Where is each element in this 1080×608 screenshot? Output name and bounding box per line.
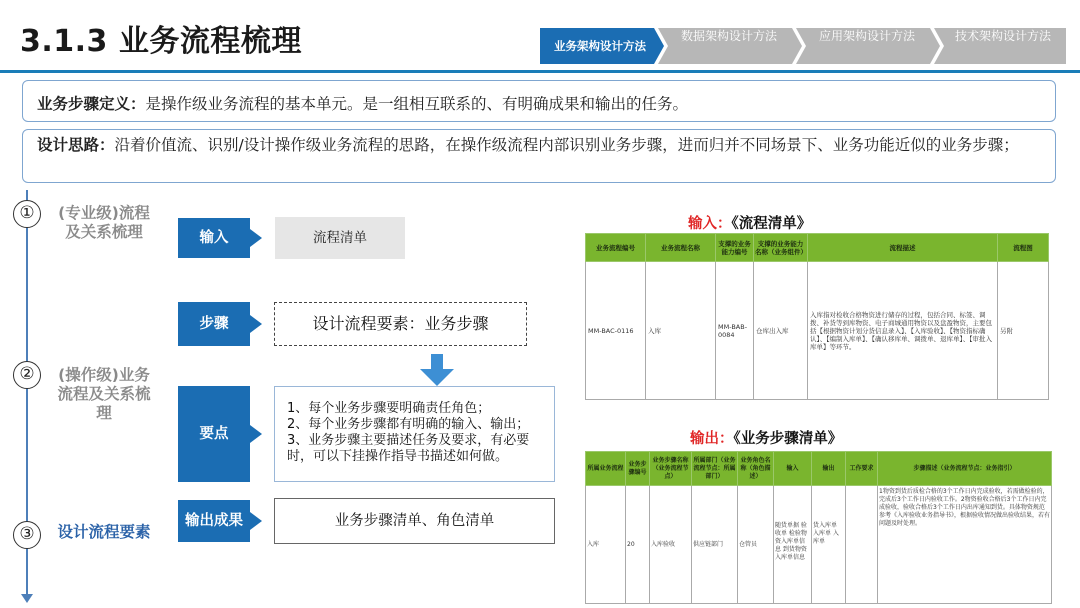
point-line-1: 1、每个业务步骤要明确责任角色； (287, 401, 491, 416)
table-cell: 仓管员 (738, 486, 774, 604)
title-divider (0, 70, 1080, 73)
table-header-cell[interactable]: 支撑的业务能力编号 (716, 234, 754, 262)
input-sheet-caption (688, 212, 811, 233)
table-row (586, 486, 1052, 604)
step-app-arch[interactable]: 应用架构设计方法 (818, 29, 915, 43)
output-sheet-caption-title: 《业务步骤清单》 (733, 431, 843, 447)
step-tech-arch[interactable]: 技术架构设计方法 (954, 29, 1051, 43)
timeline-number-3: ③ (13, 521, 41, 549)
definition-text: 是操作级业务流程的基本单元。是一组相互联系的、有明确成果和输出的任务。 (145, 95, 689, 113)
table-cell: 另附 (998, 262, 1049, 400)
design-idea-box (22, 129, 1056, 183)
design-idea-text: 沿着价值流、识别/设计操作级业务流程的思路，在操作级流程内部识别业务步骤，进而归并不同场景下、业务功能近似的业务步骤； (114, 136, 1019, 154)
table-cell: MM-BAC-0116 (586, 262, 646, 400)
table-header-cell[interactable]: 业务流程编号 (586, 234, 646, 262)
points-content (274, 386, 555, 482)
table-cell: 20 (626, 486, 650, 604)
table-header-cell[interactable]: 流程图 (998, 234, 1049, 262)
timeline-stage-1: (专业级)流程及关系梳理 (58, 204, 150, 241)
output-sheet-table (585, 451, 1052, 604)
table-cell: MM-BAB-0084 (716, 262, 754, 400)
steps-tag (178, 302, 250, 346)
definition-box (22, 80, 1056, 122)
output-sheet-caption-label: 输出： (690, 431, 734, 447)
input-tag (178, 218, 250, 258)
points-tag-label: 要点 (199, 426, 229, 442)
table-cell: 随货单据 验收单 检验物资入库单信息 到货物资入库单信息 (774, 486, 812, 604)
point-line-4: 时，可以下挂操作指导书描述如何做。 (287, 449, 509, 464)
design-idea-label: 设计思路： (37, 136, 115, 154)
table-header-cell[interactable]: 所属业务流程 (586, 452, 626, 486)
points-tag (178, 386, 250, 482)
table-cell: 入库 (586, 486, 626, 604)
method-steps (540, 24, 1068, 68)
definition-label: 业务步骤定义： (37, 95, 146, 113)
table-header-cell[interactable]: 流程描述 (808, 234, 998, 262)
table-header-cell[interactable]: 支撑的业务能力名称（业务组件） (754, 234, 808, 262)
table-cell: 入库 (646, 262, 716, 400)
table-cell (846, 486, 878, 604)
table-cell: 供应链部门 (692, 486, 738, 604)
timeline-stage-3: 设计流程要素 (57, 523, 151, 541)
step-data-arch[interactable]: 数据架构设计方法 (680, 29, 777, 43)
table-header-cell[interactable]: 输出 (812, 452, 846, 486)
output-content: 业务步骤清单、角色清单 (274, 498, 555, 544)
step-business-arch[interactable]: 业务架构设计方法 (554, 39, 646, 53)
input-tag-label: 输入 (199, 230, 229, 246)
steps-tag-label: 步骤 (199, 316, 229, 332)
table-cell: 货入库单 入库单 入库单 (812, 486, 846, 604)
table-header-cell[interactable]: 所属部门（业务流程节点：所属部门） (692, 452, 738, 486)
table-header-cell[interactable]: 业务流程名称 (646, 234, 716, 262)
output-tag-label: 输出成果 (185, 513, 243, 529)
output-sheet-caption (690, 427, 842, 448)
table-header-row (586, 452, 1052, 486)
input-sheet-caption-label: 输入： (688, 216, 732, 232)
point-line-2: 2、每个业务步骤都有明确的输入、输出； (287, 417, 530, 432)
input-sheet-table (585, 233, 1049, 400)
table-header-cell[interactable]: 输入 (774, 452, 812, 486)
point-line-3: 3、业务步骤主要描述任务及要求，有必要 (287, 433, 530, 448)
table-cell: 仓库出入库 (754, 262, 808, 400)
output-tag (178, 500, 250, 542)
table-cell: 1物资到货后质检合格的3个工作日内完成验收，若需做检验的，完成后3个工作日内验收工作。2物资验收合格后3个工作日内完成验收，验收合格后3个工作日内出库通知到货。具体物资规范参考《入库验收业务指导书》，根据验收情况做出验收结果，若有问题及时处理。 (878, 486, 1052, 604)
table-header-cell[interactable]: 工作要求 (846, 452, 878, 486)
input-content: 流程清单 (275, 217, 405, 259)
table-row (586, 262, 1049, 400)
input-sheet-caption-title: 《流程清单》 (731, 216, 812, 232)
table-header-cell[interactable]: 业务步骤名称（业务流程节点） (650, 452, 692, 486)
down-arrow-icon (420, 354, 454, 386)
table-cell: 入库验收 (650, 486, 692, 604)
timeline-number-2: ② (13, 361, 41, 389)
table-header-cell[interactable]: 业务角色名称（角色描述） (738, 452, 774, 486)
timeline-number-1: ① (13, 200, 41, 228)
table-cell: 入库指对检收合格物资进行储存的过程，包括合同、标签、调拨、补货等到库物资、电子商城通用物资以及盘盈物资，主要包括【根据物资计划分货信息录入】、【入库验收】、【物资指标确认】、【编制入库单】、【确认移库单、调拨单、退库单】、【审批入库单】等环节。 (808, 262, 998, 400)
table-header-cell[interactable]: 步骤描述（业务流程节点：业务指引） (878, 452, 1052, 486)
timeline-stage-2: (操作级)业务流程及关系梳理 (57, 366, 151, 422)
timeline-arrow-icon (21, 594, 33, 603)
steps-content: 设计流程要素：业务步骤 (274, 302, 527, 346)
table-header-row (586, 234, 1049, 262)
page-title: 3.1.3 业务流程梳理 (20, 24, 302, 59)
table-header-cell[interactable]: 业务步骤编号 (626, 452, 650, 486)
